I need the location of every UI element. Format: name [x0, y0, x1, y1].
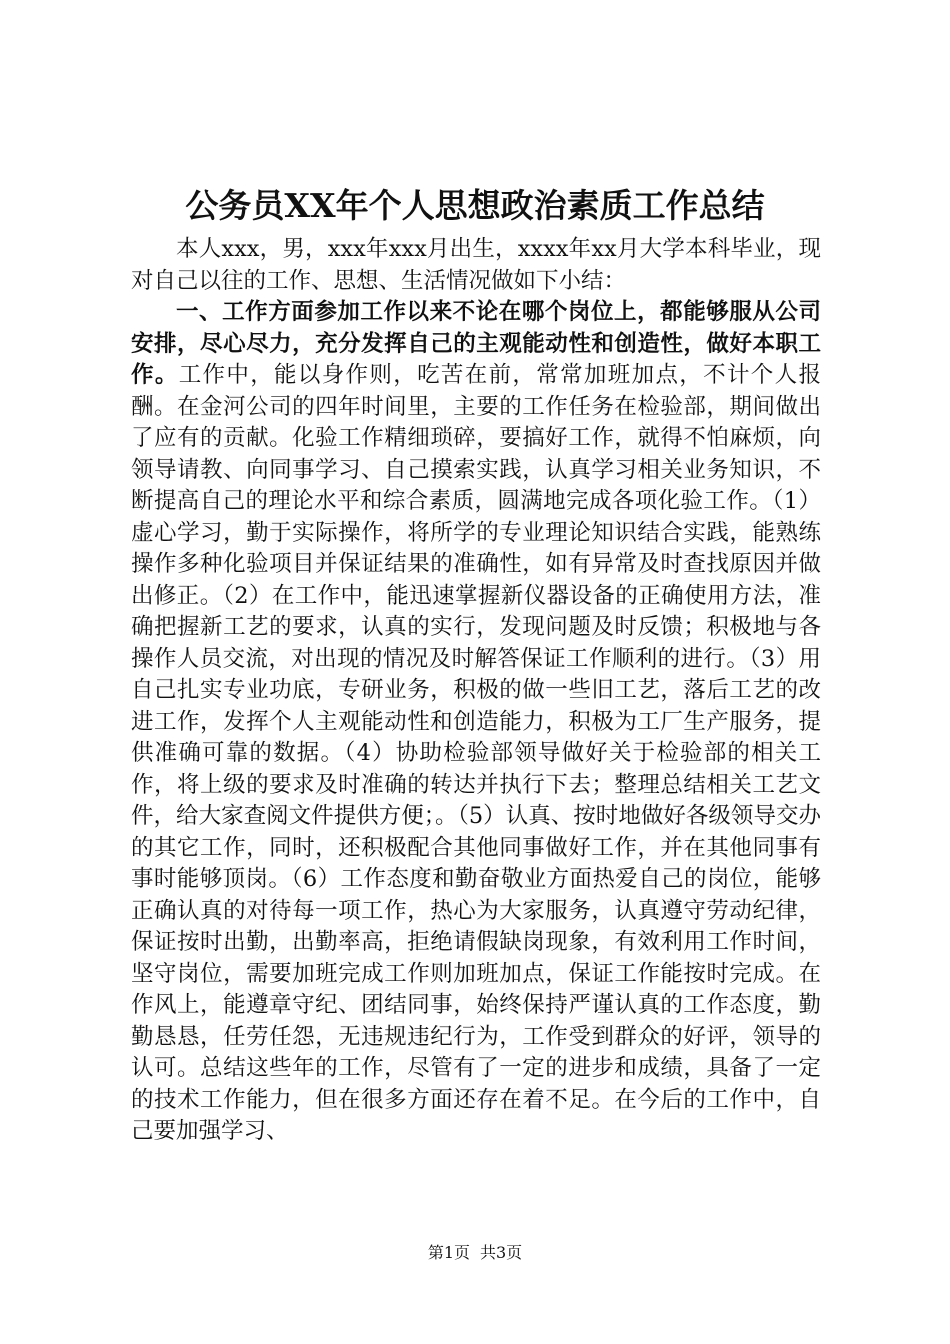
work-section-heading: 一、工作方面参加工作以来不论在哪个岗位上，都能够服从公司安排，尽心尽力，充分发挥自己的主观能动性和创造性，做好本职工作。 [131, 299, 821, 388]
document-title: 公务员XX年个人思想政治素质工作总结 [185, 186, 765, 225]
work-section-text: 工作中，能以身作则，吃苦在前，常常加班加点，不计个人报酬。在金河公司的四年时间里，主要的工作任务在检验部，期间做出了应有的贡献。化验工作精细琐碎，要搞好工作，就得不怕麻烦，向领导请教、向同事学习、自己摸索实践，认真学习相关业务知识，不断提高自己的理论水平和综合素质，圆满地完成各项化验工作。（1）虚心学习，勤于实际操作，将所学的专业理论知识结合实践，能熟练操作多种化验项目并保证结果的准确性，如有异常及时查找原因并做出修正。（2）在工作中，能迅速掌握新仪器设备的正确使用方法，准确把握新工艺的要求，认真的实行，发现问题及时反馈；积极地与各操作人员交流，对出现的情况及时解答保证工作顺利的进行。（3）用自己扎实专业功底，专研业务，积极的做一些旧工艺，落后工艺的改进工作，发挥个人主观能动性和创造能力，积极为工厂生产服务，提供准确可靠的数据。（4）协助检验部领导做好关于检验部的相关工作，将上级的要求及时准确的转达并执行下去；整理总结相关工艺文件，给大家查阅文件提供方便；。（5）认真、按时地做好各级领导交办的其它工作，同时，还积极配合其他同事做好工作，并在其他同事有事时能够顶岗。（6）工作态度和勤奋敬业方面热爱自己的岗位，能够正确认真的对待每一项工作，热心为大家服务，认真遵守劳动纪律，保证按时出勤，出勤率高，拒绝请假缺岗现象，有效利用工作时间，坚守岗位，需要加班完成工作则加班加点，保证工作能按时完成。在作风上，能遵章守纪、团结同事，始终保持严谨认真的工作态度，勤勤恳恳，任劳任怨，无违规违纪行为，工作受到群众的好评，领导的认可。总结这些年的工作，尽管有了一定的进步和成绩，具备了一定的技术工作能力，但在很多方面还存在着不足。在今后的工作中，自己要加强学习、 [131, 362, 821, 1144]
page-footer [0, 1242, 950, 1264]
page-total: 共3页 [480, 1243, 523, 1262]
page-number: 第1页 [427, 1243, 470, 1262]
document-body [131, 234, 821, 1148]
intro-paragraph: 本人xxx，男，xxx年xxx月出生，xxxx年xx月大学本科毕业，现对自己以往的工作、思想、生活情况做如下小结： [131, 236, 821, 294]
work-paragraph [131, 297, 821, 1148]
